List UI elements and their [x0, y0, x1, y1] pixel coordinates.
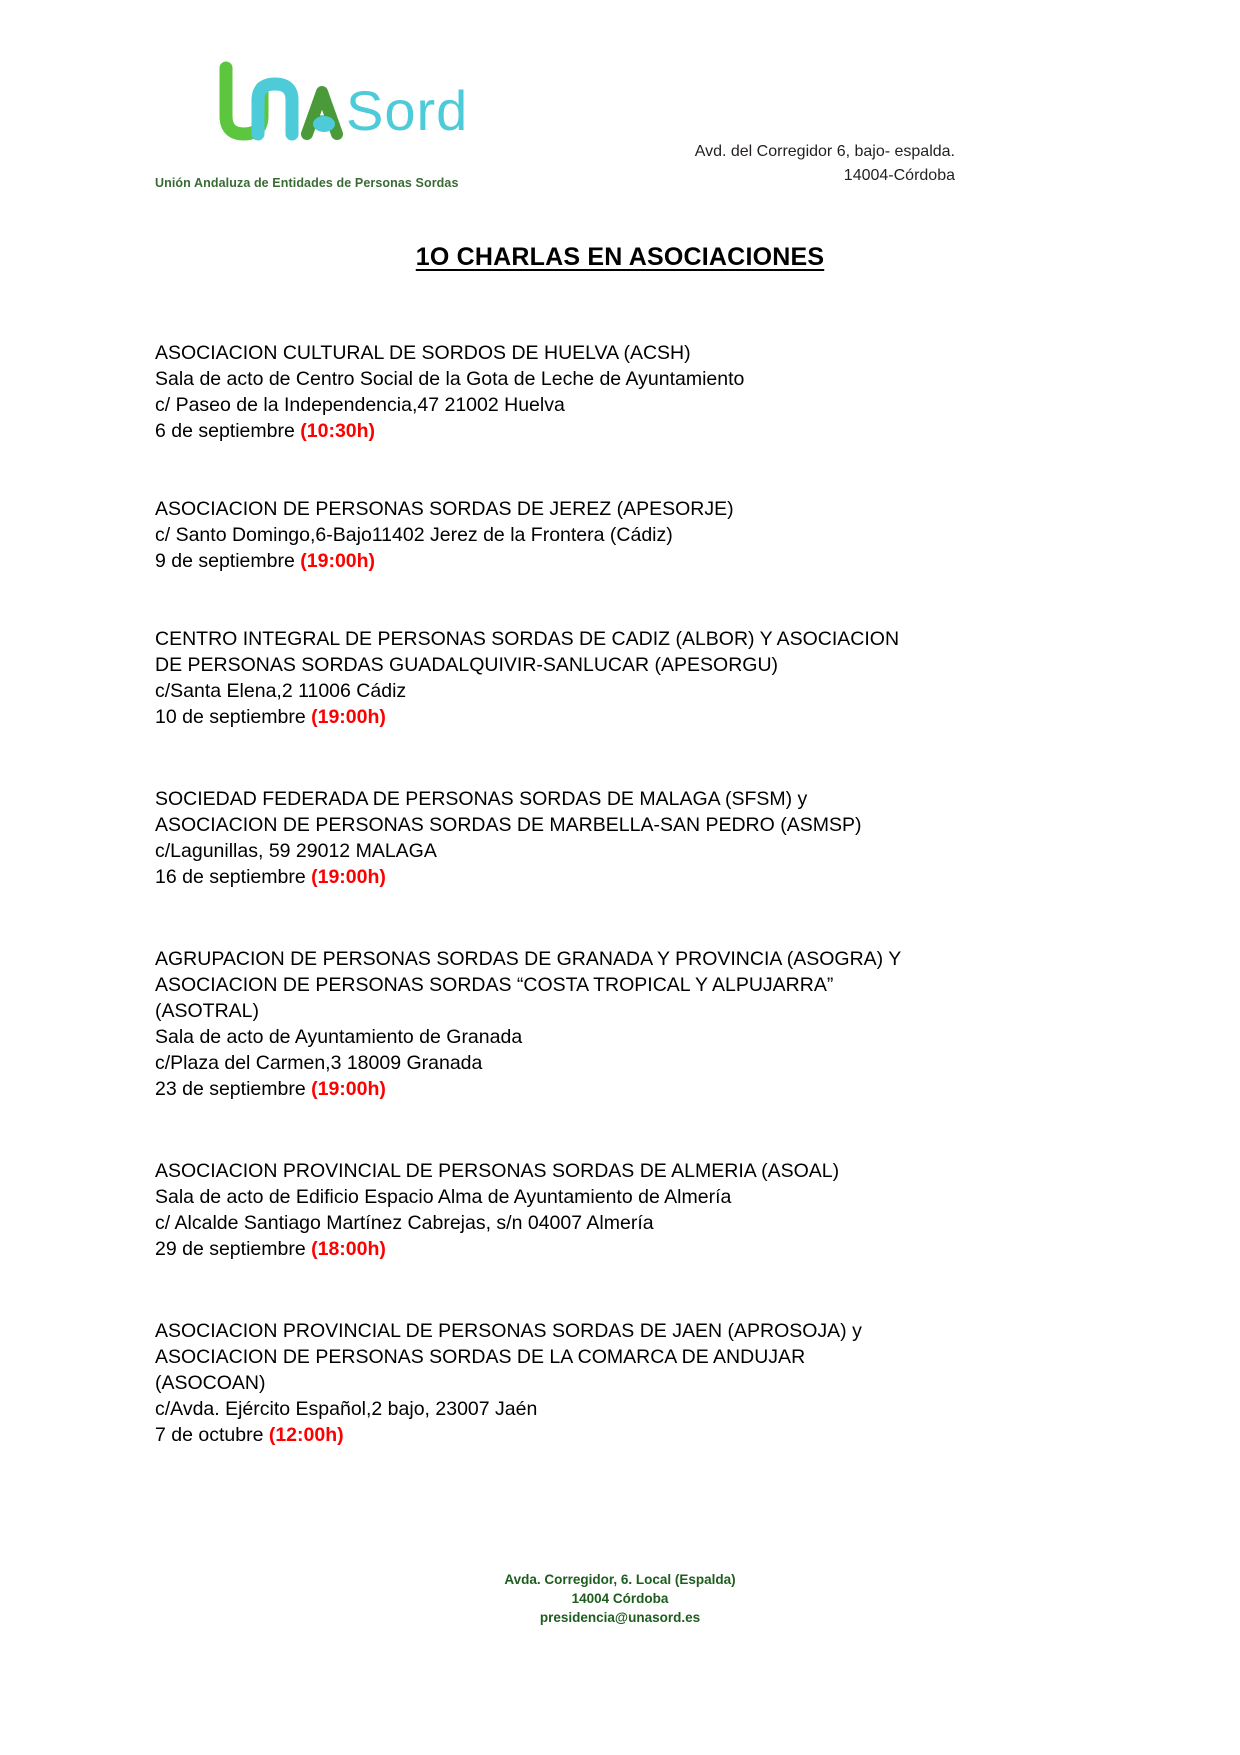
entry-spacer: [155, 444, 1115, 496]
association-entry: [155, 626, 1115, 730]
page-title: [0, 243, 1240, 272]
footer-city: 14004 Córdoba: [571, 1591, 669, 1607]
event-date: 9 de septiembre: [155, 550, 301, 572]
event-time: (19:00h): [311, 1078, 386, 1100]
association-list: [155, 340, 1115, 1448]
association-entry: [155, 496, 1115, 574]
event-date-line: [155, 418, 1115, 444]
event-date: 29 de septiembre: [155, 1238, 312, 1260]
association-detail: c/Santa Elena,2 11006 Cádiz: [155, 680, 407, 702]
event-date: 23 de septiembre: [155, 1078, 312, 1100]
association-detail: c/ Alcalde Santiago Martínez Cabrejas, s/n 04007 Almería: [155, 1212, 654, 1234]
association-entry: [155, 1158, 1115, 1262]
association-detail: c/Plaza del Carmen,3 18009 Granada: [155, 1052, 483, 1074]
entry-spacer: [155, 574, 1115, 626]
header-address-line-2: 14004-Córdoba: [843, 166, 955, 184]
event-time: (12:00h): [268, 1424, 344, 1446]
association-detail: Sala de acto de Edificio Espacio Alma de Ayuntamiento de Almería: [155, 1186, 732, 1208]
event-date: 7 de octubre: [155, 1424, 269, 1446]
association-name: ASOCIACION PROVINCIAL DE PERSONAS SORDAS DE ALMERIA (ASOAL): [155, 1160, 840, 1182]
page-title-text: 1O CHARLAS EN ASOCIACIONES: [415, 243, 825, 271]
association-name: SOCIEDAD FEDERADA DE PERSONAS SORDAS DE MALAGA (SFSM) y: [155, 788, 808, 810]
entry-spacer: [155, 730, 1115, 786]
footer-email: presidencia@unasord.es: [539, 1610, 701, 1626]
association-detail: (ASOTRAL): [155, 1000, 260, 1022]
event-time: (19:00h): [300, 550, 376, 572]
association-detail: Sala de acto de Centro Social de la Gota de Leche de Ayuntamiento: [155, 368, 745, 390]
association-entry: [155, 340, 1115, 444]
association-detail: ASOCIACION DE PERSONAS SORDAS DE LA COMARCA DE ANDUJAR: [155, 1346, 806, 1368]
entry-spacer: [155, 890, 1115, 946]
association-detail: DE PERSONAS SORDAS GUADALQUIVIR-SANLUCAR (APESORGU): [155, 654, 779, 676]
association-detail: ASOCIACION DE PERSONAS SORDAS DE MARBELLA-SAN PEDRO (ASMSP): [155, 814, 862, 836]
organization-tagline: Unión Andaluza de Entidades de Personas Sordas: [155, 176, 459, 190]
association-entry: [155, 1318, 1115, 1448]
event-date: 10 de septiembre: [155, 706, 312, 728]
event-time: (19:00h): [311, 706, 386, 728]
event-time: (10:30h): [300, 420, 376, 442]
association-detail: c/Lagunillas, 59 29012 MALAGA: [155, 840, 437, 862]
association-name: ASOCIACION CULTURAL DE SORDOS DE HUELVA (ACSH): [155, 342, 691, 364]
unasord-logo-svg: [218, 58, 468, 150]
association-entry: [155, 946, 1115, 1102]
unasord-logo: [218, 58, 468, 148]
footer-address: Avda. Corregidor, 6. Local (Espalda): [504, 1572, 736, 1587]
header-address-block: [695, 140, 955, 187]
event-date-line: [155, 1076, 1115, 1102]
entry-spacer: [155, 1102, 1115, 1158]
association-detail: ASOCIACION DE PERSONAS SORDAS “COSTA TROPICAL Y ALPUJARRA”: [155, 974, 834, 996]
association-detail: Sala de acto de Ayuntamiento de Granada: [155, 1026, 523, 1048]
document-header: [0, 58, 1240, 208]
document-footer: [0, 1570, 1240, 1627]
association-name: CENTRO INTEGRAL DE PERSONAS SORDAS DE CADIZ (ALBOR) Y ASOCIACION: [155, 628, 900, 650]
event-date-line: [155, 1422, 1115, 1448]
association-name: AGRUPACION DE PERSONAS SORDAS DE GRANADA Y PROVINCIA (ASOGRA) Y: [155, 948, 902, 970]
association-name: ASOCIACION DE PERSONAS SORDAS DE JEREZ (APESORJE): [155, 498, 734, 520]
event-date-line: [155, 1236, 1115, 1262]
svg-text:Sord: Sord: [346, 79, 468, 142]
entry-spacer: [155, 1262, 1115, 1318]
event-date: 16 de septiembre: [155, 866, 312, 888]
event-time: (18:00h): [311, 1238, 386, 1260]
header-address-line-1: Avd. del Corregidor 6, bajo- espalda.: [694, 143, 955, 160]
event-date-line: [155, 704, 1115, 730]
event-date-line: [155, 548, 1115, 574]
association-detail: c/Avda. Ejército Español,2 bajo, 23007 Jaén: [155, 1398, 538, 1420]
association-name: ASOCIACION PROVINCIAL DE PERSONAS SORDAS DE JAEN (APROSOJA) y: [155, 1320, 862, 1342]
event-date: 6 de septiembre: [155, 420, 301, 442]
event-date-line: [155, 864, 1115, 890]
association-detail: c/ Paseo de la Independencia,47 21002 Huelva: [155, 394, 565, 416]
association-detail: (ASOCOAN): [155, 1372, 266, 1394]
association-detail: c/ Santo Domingo,6-Bajo11402 Jerez de la Frontera (Cádiz): [155, 524, 673, 546]
association-entry: [155, 786, 1115, 890]
event-time: (19:00h): [311, 866, 386, 888]
